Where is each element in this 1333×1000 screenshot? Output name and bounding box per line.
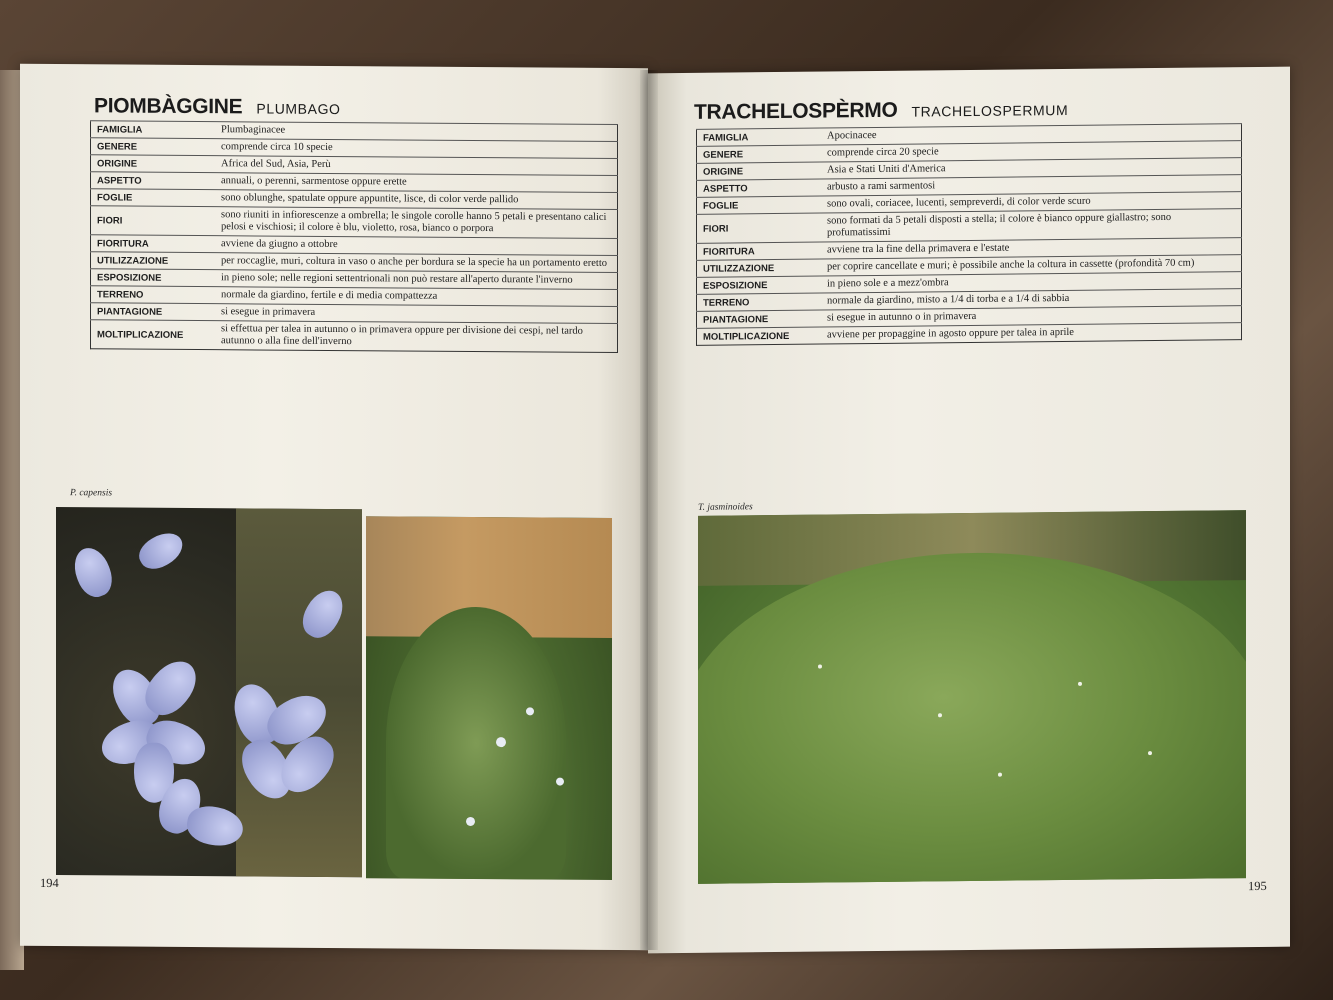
row-value: avviene tra la fine della primavera e l'estate [821, 238, 1242, 259]
row-label: ESPOSIZIONE [91, 269, 216, 287]
row-value: arbusto a rami sarmentosi [821, 175, 1242, 196]
row-value: sono oblunghe, spatulate oppure appuntite, lisce, di color verde pallido [215, 190, 618, 210]
trachelospermum-hedge-photo [698, 510, 1246, 884]
row-value: Africa del Sud, Asia, Perù [215, 156, 618, 176]
plumbago-shrub-photo [366, 516, 612, 880]
row-label: MOLTIPLICAZIONE [91, 320, 216, 350]
row-value: normale da giardino, fertile e di media compattezza [215, 287, 618, 307]
row-value: Asia e Stati Uniti d'America [821, 158, 1242, 179]
right-page [648, 67, 1290, 954]
left-title-row [94, 94, 341, 120]
row-label: MOLTIPLICAZIONE [697, 327, 822, 345]
row-label: GENERE [697, 145, 822, 163]
left-photo-caption: P. capensis [70, 488, 113, 499]
row-value: avviene da giugno a ottobre [215, 236, 618, 256]
row-label: FIORITURA [697, 242, 822, 260]
row-label: FOGLIE [697, 196, 822, 214]
left-page [20, 64, 648, 950]
row-label: ORIGINE [91, 155, 216, 173]
row-value: in pieno sole e a mezz'ombra [821, 272, 1242, 293]
row-label: FIORI [697, 213, 822, 243]
left-info-table [90, 120, 618, 353]
info-table-row [91, 206, 618, 239]
left-page-latin-name: PLUMBAGO [256, 100, 341, 118]
left-page-number: 194 [40, 875, 59, 891]
row-label: ESPOSIZIONE [697, 276, 822, 294]
right-page-number: 195 [1248, 878, 1267, 894]
row-label: ASPETTO [697, 179, 822, 197]
row-value: annuali, o perenni, sarmentose oppure erette [215, 173, 618, 193]
row-label: UTILIZZAZIONE [697, 259, 822, 277]
row-value: normale da giardino, misto a 1/4 di torba e a 1/4 di sabbia [821, 289, 1242, 310]
right-page-latin-name: TRACHELOSPERMUM [911, 101, 1069, 120]
row-value: sono riuniti in infiorescenze a ombrella; le singole corolle hanno 5 petali e presentano calici pelosi e vischiosi; il colore è blu, violetto, rosa, bianco o porpora [215, 207, 618, 239]
row-label: UTILIZZAZIONE [91, 252, 216, 270]
info-table-row [91, 320, 618, 353]
row-label: TERRENO [91, 286, 216, 304]
right-photo-caption: T. jasminoides [698, 502, 753, 513]
row-value: sono formati da 5 petali disposti a stella; il colore è bianco oppure giallastro; sono profumatissimi [821, 209, 1242, 242]
row-value: in pieno sole; nelle regioni settentrionali non può restare all'aperto durante l'inverno [215, 270, 618, 290]
row-value: si effettua per talea in autunno o in primavera oppure per divisione dei cespi, nel tardo autunno o alla fine dell'inverno [215, 321, 618, 353]
row-label: ASPETTO [91, 172, 216, 190]
left-page-title: PIOMBÀGGINE [94, 94, 243, 119]
row-value: Plumbaginacee [215, 122, 618, 142]
row-label: FIORI [91, 206, 216, 236]
row-label: TERRENO [697, 293, 822, 311]
row-value: comprende circa 20 specie [821, 141, 1242, 162]
right-page-title: TRACHELOSPÈRMO [694, 98, 898, 124]
book-spine-shadow [640, 70, 658, 950]
right-info-table [696, 123, 1242, 346]
row-label: FOGLIE [91, 189, 216, 207]
row-value: si esegue in primavera [215, 304, 618, 324]
row-label: FAMIGLIA [91, 121, 216, 139]
row-label: GENERE [91, 138, 216, 156]
row-value: per coprire cancellate e muri; è possibile anche la coltura in cassette (profondità 70 cm) [821, 255, 1242, 276]
right-title-row [694, 97, 1068, 125]
row-value: Apocinacee [821, 124, 1242, 145]
row-label: ORIGINE [697, 162, 822, 180]
row-label: FIORITURA [91, 235, 216, 253]
row-value: si esegue in autunno o in primavera [821, 306, 1242, 327]
row-label: PIANTAGIONE [91, 303, 216, 321]
plumbago-flowers-photo [56, 507, 362, 877]
row-value: sono ovali, coriacee, lucenti, sempreverdi, di color verde scuro [821, 192, 1242, 213]
row-value: avviene per propaggine in agosto oppure per talea in aprile [821, 323, 1242, 344]
row-value: comprende circa 10 specie [215, 139, 618, 159]
row-label: PIANTAGIONE [697, 310, 822, 328]
row-value: per roccaglie, muri, coltura in vaso o anche per bordura se la specie ha un portamento eretto [215, 253, 618, 273]
row-label: FAMIGLIA [697, 128, 822, 146]
